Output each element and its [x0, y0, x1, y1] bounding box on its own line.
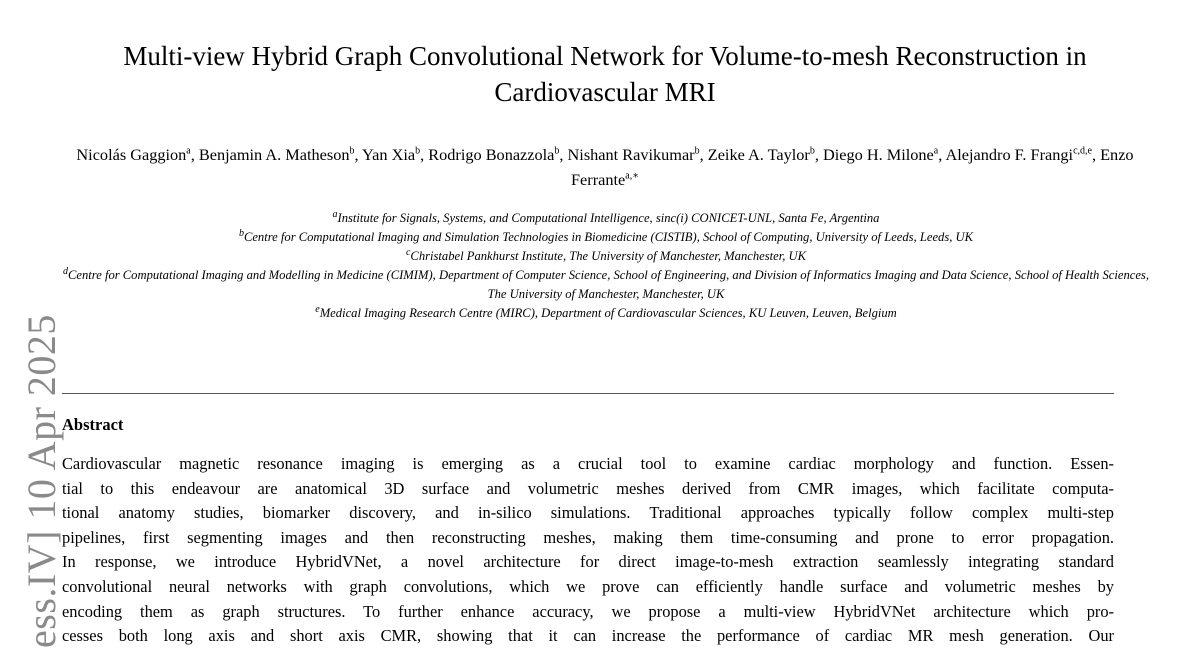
affiliation: $^e$Medical Imaging Research Centre (MIRC), Department of Cardiovascular Sciences, KU Leuven, Leuven, Belgium [315, 303, 897, 320]
affiliations [62, 209, 1150, 323]
abstract-line: pipelines, first segmenting images and then reconstructing meshes, making them time-consuming and prone to error propagation. [62, 527, 1114, 547]
section-divider [62, 393, 1114, 394]
author: Zeike A. Taylor$^b$, [707, 145, 823, 164]
title-line-1: Multi-view Hybrid Graph Convolutional Network for Volume-to-mesh Reconstruction in [123, 41, 1087, 71]
paper-title [60, 38, 1150, 110]
author: Rodrigo Bonazzola$^b$, [428, 145, 568, 164]
abstract-line: cesses both long axis and short axis CMR, showing that it can increase the performance of cardiac MR mesh generation. Our [62, 626, 1114, 646]
affiliation: $^d$Centre for Computational Imaging and Modelling in Medicine (CIMIM), Department of Computer Science, School of Engineering, and Division of Informatics Imaging and Data Science, School of Health Sciences, The University of Manchester, Manchester, UK [62, 265, 1149, 301]
author: Nicolás Gaggion$^a$, [76, 145, 199, 164]
affiliation: $^b$Centre for Computational Imaging and Simulation Technologies in Biomedicine (CISTIB), School of Computing, University of Leeds, Leeds, UK [238, 227, 974, 244]
abstract-line: In response, we introduce HybridVNet, a novel architecture for direct image-to-mesh extraction seamlessly integrating standard [62, 552, 1114, 572]
arxiv-watermark: ess.IV] 10 Apr 2025 [19, 314, 64, 648]
abstract-line: tial to this endeavour are anatomical 3D surface and volumetric meshes derived from CMR images, which facilitate computa- [62, 478, 1114, 498]
author: Diego H. Milone$^a$, [823, 145, 946, 164]
author: Nishant Ravikumar$^b$, [567, 145, 708, 164]
author: Yan Xia$^b$, [362, 145, 429, 164]
title-line-2: Cardiovascular MRI [494, 77, 716, 107]
author: Benjamin A. Matheson$^b$, [198, 145, 363, 164]
author: Enzo Ferrante$^{a,∗}$ [571, 145, 1134, 189]
abstract-line: encoding them as graph structures. To further enhance accuracy, we propose a multi-view HybridVNet architecture which pro- [62, 601, 1114, 621]
abstract-line: tional anatomy studies, biomarker discovery, and in-silico simulations. Traditional approaches typically follow complex multi-step [62, 503, 1114, 523]
abstract-heading: Abstract [62, 415, 124, 434]
affiliation: $^a$Institute for Signals, Systems, and Computational Intelligence, sinc(i) CONICET-UNL, Santa Fe, Argentina [332, 208, 880, 225]
abstract-body [62, 452, 1114, 649]
affiliation: $^c$Christabel Pankhurst Institute, The University of Manchester, Manchester, UK [405, 246, 807, 263]
abstract-line: convolutional neural networks with graph convolutions, which we prove can efficiently handle surface and volumetric meshes by [62, 576, 1114, 596]
author: Alejandro F. Frangi$^{c,d,e}$, [945, 145, 1101, 164]
author-list [60, 142, 1150, 192]
abstract-line: Cardiovascular magnetic resonance imaging is emerging as a crucial tool to examine cardiac morphology and function. Essen- [62, 454, 1114, 473]
